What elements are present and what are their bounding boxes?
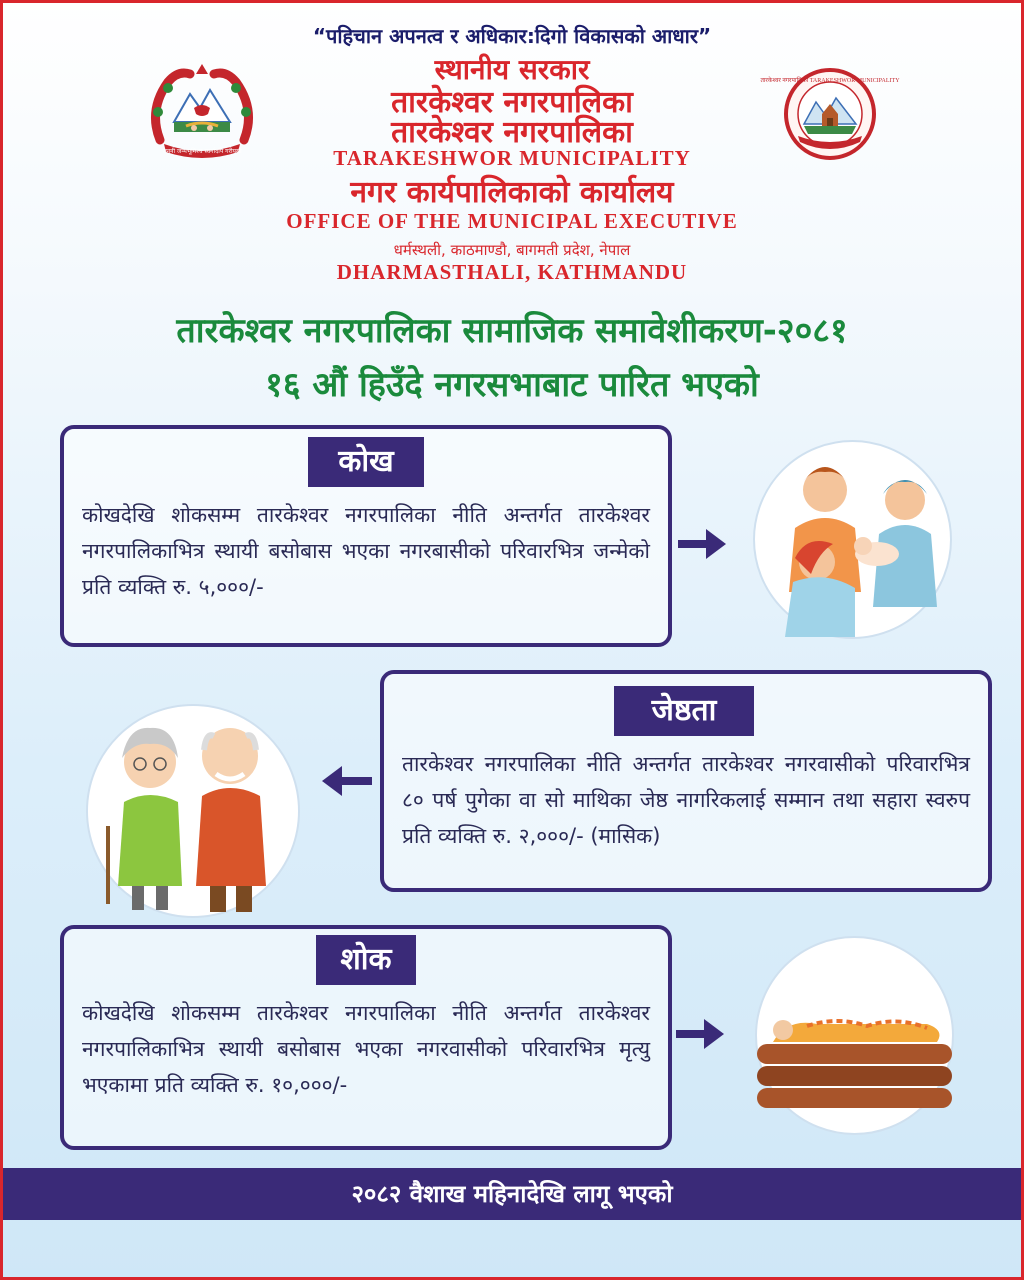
arrow-left-icon xyxy=(320,764,372,798)
section-tag-birth: कोख xyxy=(308,437,424,487)
section-card-birth xyxy=(60,425,672,647)
municipality-name-nepali: तारकेश्वर नगरपालिका xyxy=(391,85,633,120)
section-tag-bereavement: शोक xyxy=(316,935,416,985)
emblem-motto: जननी जन्मभूमिश्च स्वर्गादपि गरीयसी xyxy=(162,148,242,155)
funeral-pyre-illustration xyxy=(755,936,954,1135)
section-card-bereavement xyxy=(60,925,672,1150)
office-name-nepali: नगर कार्यपालिकाको कार्यालय xyxy=(350,175,674,210)
slogan: “पहिचान अपनत्व र अधिकार:दिगो विकासको आधार” xyxy=(312,24,712,48)
section-tag-senior: जेष्ठता xyxy=(614,686,754,736)
elderly-couple-illustration xyxy=(86,704,300,918)
address-nepali: धर्मस्थली, काठमाण्डौ, बागमती प्रदेश, नेपाल xyxy=(393,241,631,259)
section-text-senior: तारकेश्वर नगरपालिका नीति अन्तर्गत तारकेश्वर नगरवासीको परिवारभित्र ८० पर्ष पुगेका वा सो माथिका जेष्ठ नागरिकलाई सम्मान तथा सहारा स्वरुप प्रति व्यक्ति रु. २,०००/- (मासिक) xyxy=(402,752,970,848)
newborn-family-illustration xyxy=(753,440,952,639)
arrow-right-icon xyxy=(676,1017,726,1051)
section-text-birth: कोखदेखि शोकसम्म तारकेश्वर नगरपालिका नीति अन्तर्गत तारकेश्वर नगरपालिकाभित्र स्थायी बसोबास भएका नगरबासीको परिवारभित्र जन्मेको प्रति व्यक्ति रु. ५,०००/- xyxy=(82,503,650,599)
local-government-title: स्थानीय सरकार xyxy=(434,53,590,86)
footer-effective-date: २०८२ वैशाख महिनादेखि लागू भएको xyxy=(0,1168,1024,1220)
section-text-bereavement: कोखदेखि शोकसम्म तारकेश्वर नगरपालिका नीति अन्तर्गत तारकेश्वर नगरपालिकाभित्र स्थायी बसोबास भएका नगरवासीको परिवारभित्र मृत्यु भएकामा प्रति व्यक्ति रु. १०,०००/- xyxy=(82,1001,650,1097)
municipality-name-english: TARAKESHWOR MUNICIPALITY xyxy=(333,146,691,170)
headline-line-1: तारकेश्वर नगरपालिका सामाजिक समावेशीकरण-२०८१ xyxy=(176,311,848,351)
office-name-english: OFFICE OF THE MUNICIPAL EXECUTIVE xyxy=(286,209,738,233)
section-card-senior xyxy=(380,670,992,892)
address-english: DHARMASTHALI, KATHMANDU xyxy=(336,260,688,284)
arrow-right-icon xyxy=(678,527,728,561)
headline-line-2: १६ औं हिउँदे नगरसभाबाट पारित भएको xyxy=(265,365,759,405)
seal-text: तारकेश्वर नगरपालिका TARAKESHWOR MUNICIPALITY xyxy=(760,78,900,84)
municipality-name-script: तारकेश्वर नगरपालिका xyxy=(391,115,633,150)
